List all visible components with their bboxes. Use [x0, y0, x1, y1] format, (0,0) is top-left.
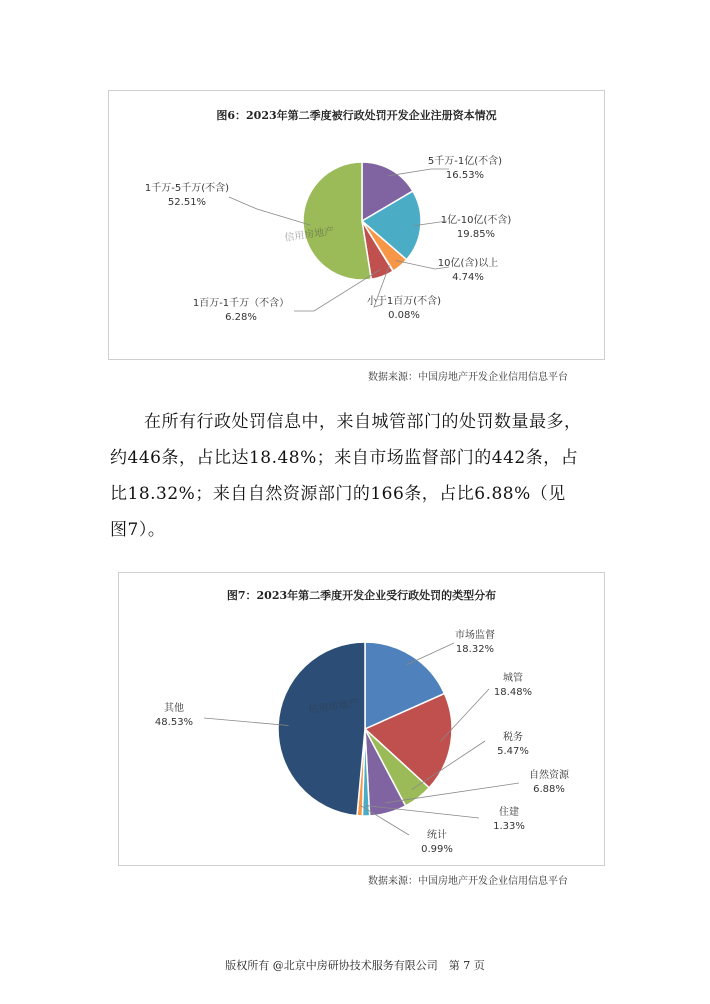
slice-value-label: 52.51% [167, 197, 207, 208]
slice-label: 统计 [427, 830, 447, 841]
slice-label: 小于1百万(不含) [366, 296, 442, 307]
figure7-source: 数据来源：中国房地产开发企业信用信息平台 [368, 876, 568, 887]
slice-value-label: 5.47% [497, 746, 529, 757]
slice-label: 城管 [503, 673, 523, 684]
figure7-chart-box [118, 572, 605, 866]
slice-label: 市场监督 [455, 630, 495, 641]
slice-value-label: 0.99% [421, 844, 453, 855]
pie-slice [278, 642, 365, 816]
slice-value-label: 48.53% [154, 717, 194, 728]
figure6-source: 数据来源：中国房地产开发企业信用信息平台 [368, 372, 568, 383]
slice-label: 税务 [503, 732, 523, 743]
watermark: 信用房地产 [283, 226, 335, 244]
slice-value-label: 0.08% [388, 310, 420, 321]
page-footer: 版权所有 @北京中房研协技术服务有限公司 第 7 页 [225, 959, 485, 972]
slice-value-label: 6.28% [225, 312, 257, 323]
slice-label: 1百万-1千万（不含） [192, 298, 290, 309]
slice-label: 住建 [499, 807, 519, 818]
pie-slice [303, 162, 371, 280]
slice-label: 1千万-5千万(不含) [144, 183, 230, 194]
leader-line [204, 718, 289, 725]
figure6-title: 图6：2023年第二季度被行政处罚开发企业注册资本情况 [216, 109, 497, 122]
slice-label: 10亿(含)以上 [437, 258, 499, 269]
slice-value-label: 4.74% [452, 272, 484, 283]
slice-value-label: 18.48% [493, 687, 533, 698]
slice-label: 自然资源 [529, 770, 569, 781]
slice-label: 1亿-10亿(不含) [440, 215, 512, 226]
figure7-pie-chart [119, 573, 604, 865]
slice-value-label: 16.53% [445, 170, 485, 181]
slice-value-label: 1.33% [493, 821, 525, 832]
figure6-chart-box [108, 90, 605, 360]
slice-label: 5千万-1亿(不含) [427, 156, 503, 167]
paragraph-line: 比18.32%；来自自然资源部门的166条，占比6.88%（见 [110, 484, 566, 504]
leader-line [407, 643, 454, 665]
slice-value-label: 19.85% [456, 229, 496, 240]
paragraph-line: 约446条，占比达18.48%；来自市场监督部门的442条，占 [110, 448, 579, 468]
figure6-pie-chart [109, 91, 604, 359]
leader-line [229, 197, 310, 225]
slice-value-label: 18.32% [455, 644, 495, 655]
paragraph-line: 在所有行政处罚信息中，来自城管部门的处罚数量最多， [144, 412, 582, 432]
slice-label: 其他 [164, 703, 184, 714]
slice-value-label: 6.88% [533, 784, 565, 795]
figure7-title: 图7：2023年第二季度开发企业受行政处罚的类型分布 [226, 589, 497, 602]
watermark: 信用房地产 [307, 698, 359, 716]
paragraph-line: 图7）。 [110, 520, 166, 540]
body-paragraph [110, 404, 610, 548]
